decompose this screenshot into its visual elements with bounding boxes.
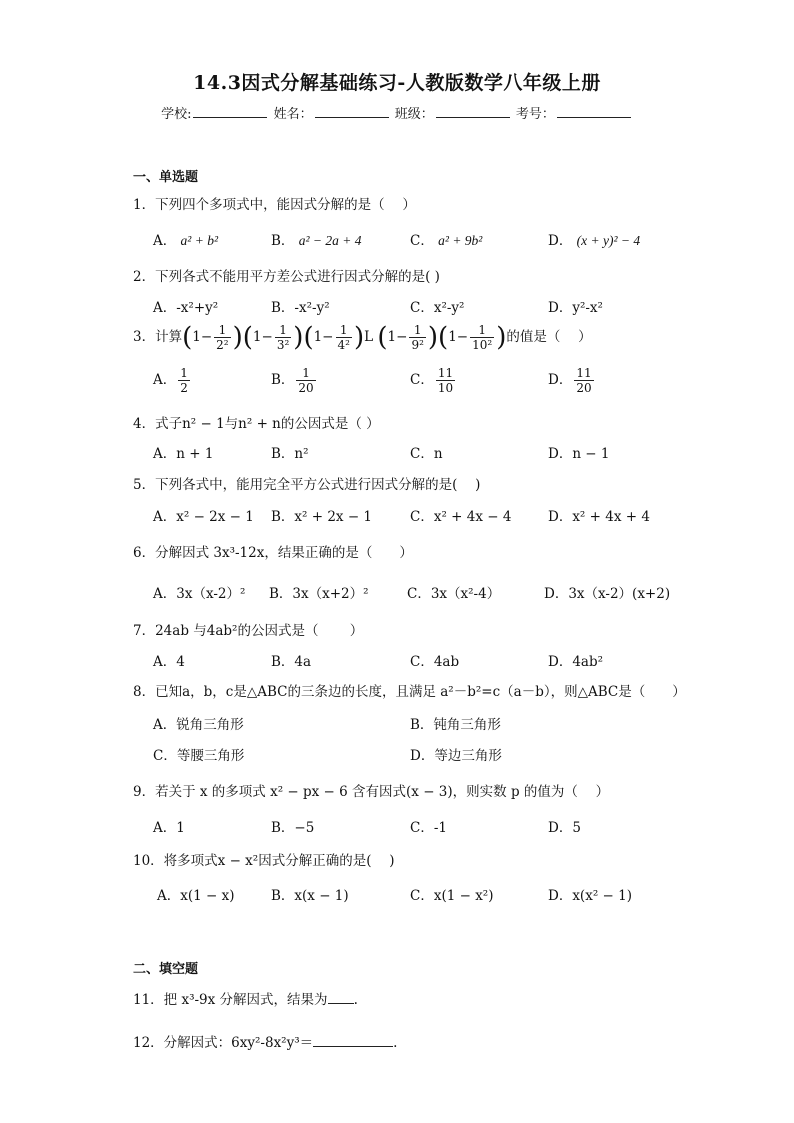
q3-option-b[interactable]: B． $\frac{1}{20}$ xyxy=(271,366,314,395)
question-5-stem: 5．下列各式中，能用完全平方公式进行因式分解的是( ) xyxy=(133,477,481,493)
question-11: 11．把 x³-9x 分解因式，结果为 . xyxy=(133,992,358,1008)
q5-option-c[interactable]: C．x² + 4x − 4 xyxy=(410,509,512,525)
q8-option-b[interactable]: B．钝角三角形 xyxy=(410,717,501,733)
q6-option-b[interactable]: B．3x（x+2）² xyxy=(269,586,369,602)
q4-option-d[interactable]: D．n − 1 xyxy=(548,446,610,462)
q7-option-c[interactable]: C．4ab xyxy=(410,654,460,670)
q1-option-d[interactable]: D． (x + y)² − 4 xyxy=(548,233,641,249)
q7-option-d[interactable]: D．4ab² xyxy=(548,654,604,670)
question-12: 12．分解因式：6xy²-8x²y³＝ . xyxy=(133,1035,398,1051)
question-7-stem: 7．24ab 与4ab²的公因式是（ ） xyxy=(133,623,364,639)
q1-option-b[interactable]: B． a² − 2a + 4 xyxy=(271,233,362,249)
q10-option-d[interactable]: D．x(x² − 1) xyxy=(548,888,632,904)
q3-option-d[interactable]: D． $\frac{11}{20}$ xyxy=(548,366,592,395)
q9-option-c[interactable]: C．-1 xyxy=(410,820,447,836)
q9-option-d[interactable]: D．5 xyxy=(548,820,581,836)
number-label: 考号： xyxy=(515,107,555,122)
question-10-stem: 10．将多项式x − x²因式分解正确的是( ) xyxy=(133,853,395,869)
question-1-stem: 1．下列四个多项式中，能因式分解的是（ ） xyxy=(133,197,416,213)
school-label: 学校: xyxy=(161,107,192,122)
product-expression: (1− $\frac{1}{\text{2²}}$ )(1− $\frac{1}{\text{3²}}$ )(1− $\frac{1}{\text{4²}}$ )L (1− $\frac{1}{\text{9²}}$ )(1− $\frac{1}{\text{10²}}$ ) xyxy=(182,322,507,353)
q7-option-b[interactable]: B．4a xyxy=(271,654,312,670)
q8-option-a[interactable]: A．锐角三角形 xyxy=(153,717,244,733)
q8-option-d[interactable]: D．等边三角形 xyxy=(410,748,502,764)
number-blank[interactable] xyxy=(557,105,631,118)
q7-option-a[interactable]: A．4 xyxy=(153,654,185,670)
q10-option-b[interactable]: B．x(x − 1) xyxy=(271,888,349,904)
q10-option-c[interactable]: C．x(1 − x²) xyxy=(410,888,494,904)
q11-answer-blank[interactable] xyxy=(328,991,354,1004)
question-3-stem: 3．计算(1− $\frac{1}{\text{2²}}$ )(1− $\frac{1}{\text{3²}}$ )(1− $\frac{1}{\text{4²}}$ )L (1− $\frac{1}{\text{9²}}$ )(1− $\frac{1}{\text{10²}}$ )的值是（ ） xyxy=(133,322,592,353)
q6-option-d[interactable]: D．3x（x-2）(x+2) xyxy=(544,586,671,602)
question-4-stem: 4．式子n² − 1与n² + n的公因式是（ ） xyxy=(133,416,380,432)
q2-option-a[interactable]: A．-x²+y² xyxy=(153,300,219,316)
q6-option-a[interactable]: A．3x（x-2）² xyxy=(153,586,246,602)
question-9-stem: 9．若关于 x 的多项式 x² − px − 6 含有因式(x − 3)，则实数 p 的值为（ ） xyxy=(133,784,610,800)
q2-option-b[interactable]: B．-x²-y² xyxy=(271,300,330,316)
name-blank[interactable] xyxy=(315,105,389,118)
student-info-line xyxy=(0,103,794,122)
q5-option-a[interactable]: A．x² − 2x − 1 xyxy=(153,509,254,525)
class-label: 班级： xyxy=(394,107,434,122)
q9-option-a[interactable]: A．1 xyxy=(153,820,185,836)
q5-option-b[interactable]: B．x² + 2x − 1 xyxy=(271,509,373,525)
school-blank[interactable] xyxy=(193,105,267,118)
q3-option-a[interactable]: A． $\frac{1}{2}$ xyxy=(153,366,188,395)
q2-option-d[interactable]: D．y²-x² xyxy=(548,300,603,316)
question-2-stem: 2．下列各式不能用平方差公式进行因式分解的是( ) xyxy=(133,269,440,285)
q6-option-c[interactable]: C．3x（x²-4） xyxy=(407,586,501,602)
q4-option-b[interactable]: B．n² xyxy=(271,446,309,462)
q9-option-b[interactable]: B．−5 xyxy=(271,820,315,836)
q3-option-c[interactable]: C． $\frac{11}{10}$ xyxy=(410,366,454,395)
q4-option-a[interactable]: A．n + 1 xyxy=(153,446,214,462)
name-label: 姓名： xyxy=(273,107,313,122)
section-heading-single-choice: 一、单选题 xyxy=(133,170,199,185)
class-blank[interactable] xyxy=(436,105,510,118)
q12-answer-blank[interactable] xyxy=(313,1034,393,1047)
question-8-stem: 8．已知a，b，c是△ABC的三条边的长度，且满足 a²－b²=c（a－b），则△ABC是（ ） xyxy=(133,684,686,700)
q8-option-c[interactable]: C．等腰三角形 xyxy=(153,748,245,764)
q1-option-a[interactable]: A． a² + b² xyxy=(153,233,219,249)
q1-option-c[interactable]: C． a² + 9b² xyxy=(410,233,483,249)
q5-option-d[interactable]: D．x² + 4x + 4 xyxy=(548,509,650,525)
page-title: 14.3因式分解基础练习-人教版数学八年级上册 xyxy=(193,72,601,94)
question-6-stem: 6．分解因式 3x³-12x，结果正确的是（ ） xyxy=(133,545,413,561)
section-heading-fill-blank: 二、填空题 xyxy=(133,962,199,977)
q10-option-a[interactable]: A．x(1 − x) xyxy=(157,888,235,904)
q4-option-c[interactable]: C．n xyxy=(410,446,443,462)
q2-option-c[interactable]: C．x²-y² xyxy=(410,300,465,316)
